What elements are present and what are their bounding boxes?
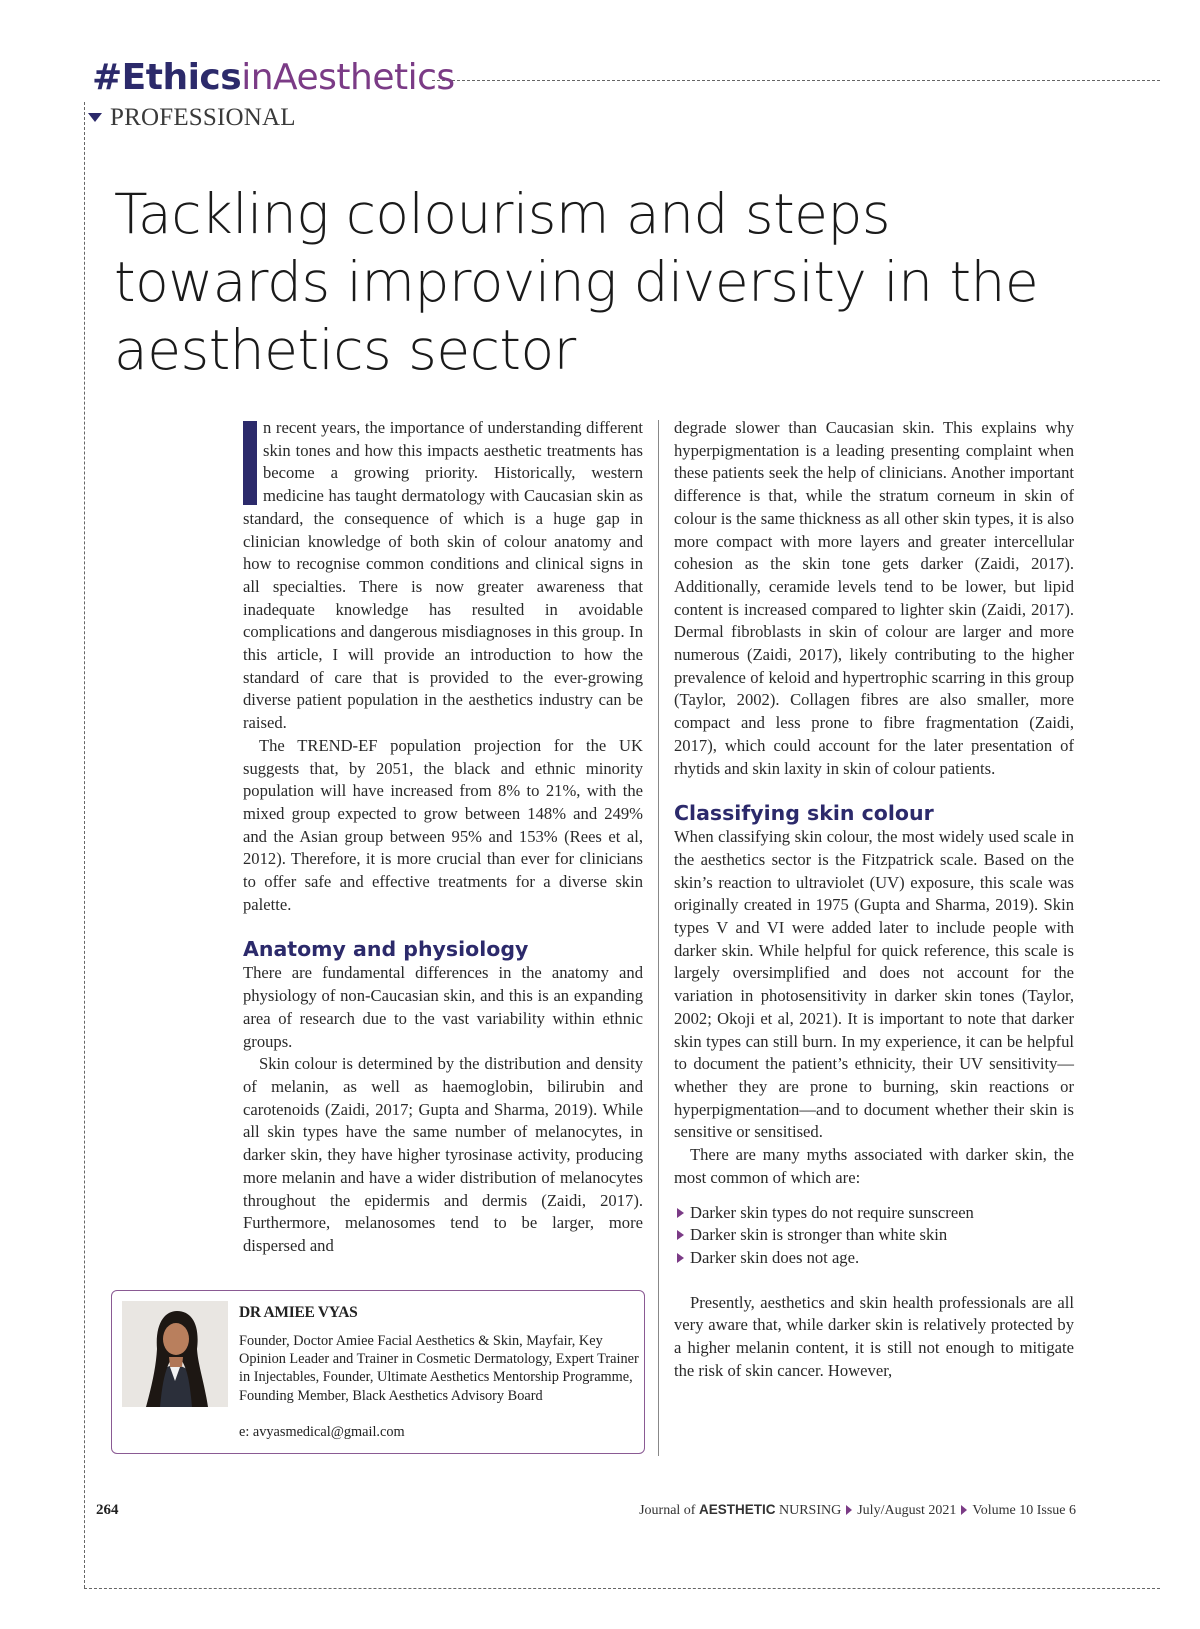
closing-paragraph: Presently, aesthetics and skin health professionals are all very aware that, while darker skin is relatively protected by a higher melanin content, it is still not enough to mitigate the risk of skin cancer. However, [674,1292,1074,1380]
physiology-paragraph: degrade slower than Caucasian skin. This explains why hyperpigmentation is a leading presenting complaint when these patients seek the help of clinicians. Another important difference is that, while the stratum corneum in skin of colour is the same thickness as all other skin types, it is also more compact with more layers and greater intercellular cohesion as the skin tone gets darker (Zaidi, 2017). Additionally, ceramide levels tend to be lower, but lipid content is increased compared to lighter skin (Zaidi, 2017). Dermal fibroblasts in skin of colour are larger and more numerous (Zaidi, 2017), likely contributing to the higher prevalence of keloid and hypertrophic scarring in this group (Taylor, 2002). Collagen fibres are also smaller, more compact and less prone to fibre fragmentation (Zaidi, 2017), which could account for the later presentation of rhytids and skin laxity in skin of colour patients. [674,418,1074,778]
brand-hash: #Ethics [92,57,242,98]
article-column-left [243,417,643,1258]
journal-footer [639,1502,1076,1519]
myths-list [674,1202,1074,1270]
list-item: Darker skin types do not require sunscreen [674,1202,1074,1225]
page-frame-top-rule [432,80,1160,81]
heading-classifying: Classifying skin colour [674,801,934,826]
author-email: e: avyasmedical@gmail.com [239,1424,405,1440]
author-photo [122,1301,228,1407]
drop-cap-i [243,421,257,505]
page-frame-left-rule [84,102,85,1588]
page-frame-bottom-rule [84,1588,1160,1589]
author-bio-box [111,1290,645,1454]
classifying-paragraph-1: When classifying skin colour, the most widely used scale in the aesthetics sector is the Fitzpatrick scale. Based on the skin’s reaction to ultraviolet (UV) exposure, this scale was originally created in 1975 (Gupta and Sharma, 2019). Skin types V and VI were added later to include people with darker skin. While helpful for quick reference, this scale is largely oversimplified and does not account for the variation in photosensitivity in darker skin tones (Taylor, 2002; Okoji et al, 2021). It is important to note that darker skin types can still burn. In my experience, it can be helpful to document the patient’s ethnicity, their UV sensitivity—whether they are prone to burning, skin reactions or hyperpigmentation—and to document whether their skin is sensitive or sensitised. [674,827,1074,1142]
anatomy-paragraph-2: Skin colour is determined by the distribution and density of melanin, as well as haemoglobin, bilirubin and carotenoids (Zaidi, 2017; Gupta and Sharma, 2019). While all skin types have the same number of melanocytes, in darker skin, they have higher tyrosinase activity, producing more melanin and have a wider distribution of melanocytes throughout the epidermis and dermis (Zaidi, 2017). Furthermore, melanosomes tend to be larger, more dispersed and [243,1054,643,1255]
intro-paragraph-2: The TREND-EF population projection for the UK suggests that, by 2051, the black and ethnic minority population will have increased from 8% to 21%, with the mixed group expected to grow between 148% and 249% and the Asian group between 95% and 153% (Rees et al, 2012). Therefore, it is more crucial than ever for clinicians to offer safe and effective treatments for a diverse skin palette. [243,735,643,914]
author-name: DR AMIEE VYAS [239,1304,358,1321]
section-label [88,103,296,133]
section-label-text: PROFESSIONAL [110,104,296,131]
issue-date: July/August 2021 [857,1503,957,1518]
column-divider [658,420,659,1456]
heading-anatomy: Anatomy and physiology [243,937,529,962]
author-role: Founder, Doctor Amiee Facial Aesthetics & Skin, Mayfair, Key Opinion Leader and Trainer in Cosmetic Dermatology, Expert Trainer in Injectables, Founder, Ultimate Aesthetics Mentorship Programme, Founding Member, Black Aesthetics Advisory Board [239,1333,639,1404]
ethics-brand-logo [92,56,455,100]
intro-paragraph-1: n recent years, the importance of understanding different skin tones and how this impacts aesthetic treatments has become a growing priority. Historically, western medicine has taught dermatology with Caucasian skin as standard, the consequence of which is a huge gap in clinician knowledge of both skin of colour anatomy and how to recognise common conditions and clinical signs in all specialties. There is now greater awareness that inadequate knowledge has resulted in avoidable complications and dangerous misdiagnoses in this group. In this article, I will provide an introduction to how the standard of care that is provided to the ever-growing diverse patient population in the aesthetics industry can be raised. [243,418,643,733]
brand-rest: inAesthetics [241,57,455,98]
classifying-paragraph-2: There are many myths associated with darker skin, the most common of which are: [674,1145,1074,1187]
triangle-down-icon [88,113,102,122]
journal-name-strong: AESTHETIC [698,1502,776,1517]
article-column-right [674,417,1074,1382]
anatomy-paragraph-1: There are fundamental differences in the anatomy and physiology of non-Caucasian skin, and this is an expanding area of research due to the vast variability within ethnic groups. [243,963,643,1051]
journal-suffix: NURSING [779,1503,842,1518]
journal-prefix: Journal of [639,1503,696,1518]
volume-issue: Volume 10 Issue 6 [972,1503,1076,1518]
list-item: Darker skin does not age. [674,1247,1074,1270]
triangle-right-icon [846,1505,852,1515]
triangle-right-icon [961,1505,967,1515]
article-title: Tackling colourism and steps towards improving diversity in the aesthetics sector [114,182,1039,382]
list-item: Darker skin is stronger than white skin [674,1224,1074,1247]
page-number: 264 [96,1502,119,1518]
